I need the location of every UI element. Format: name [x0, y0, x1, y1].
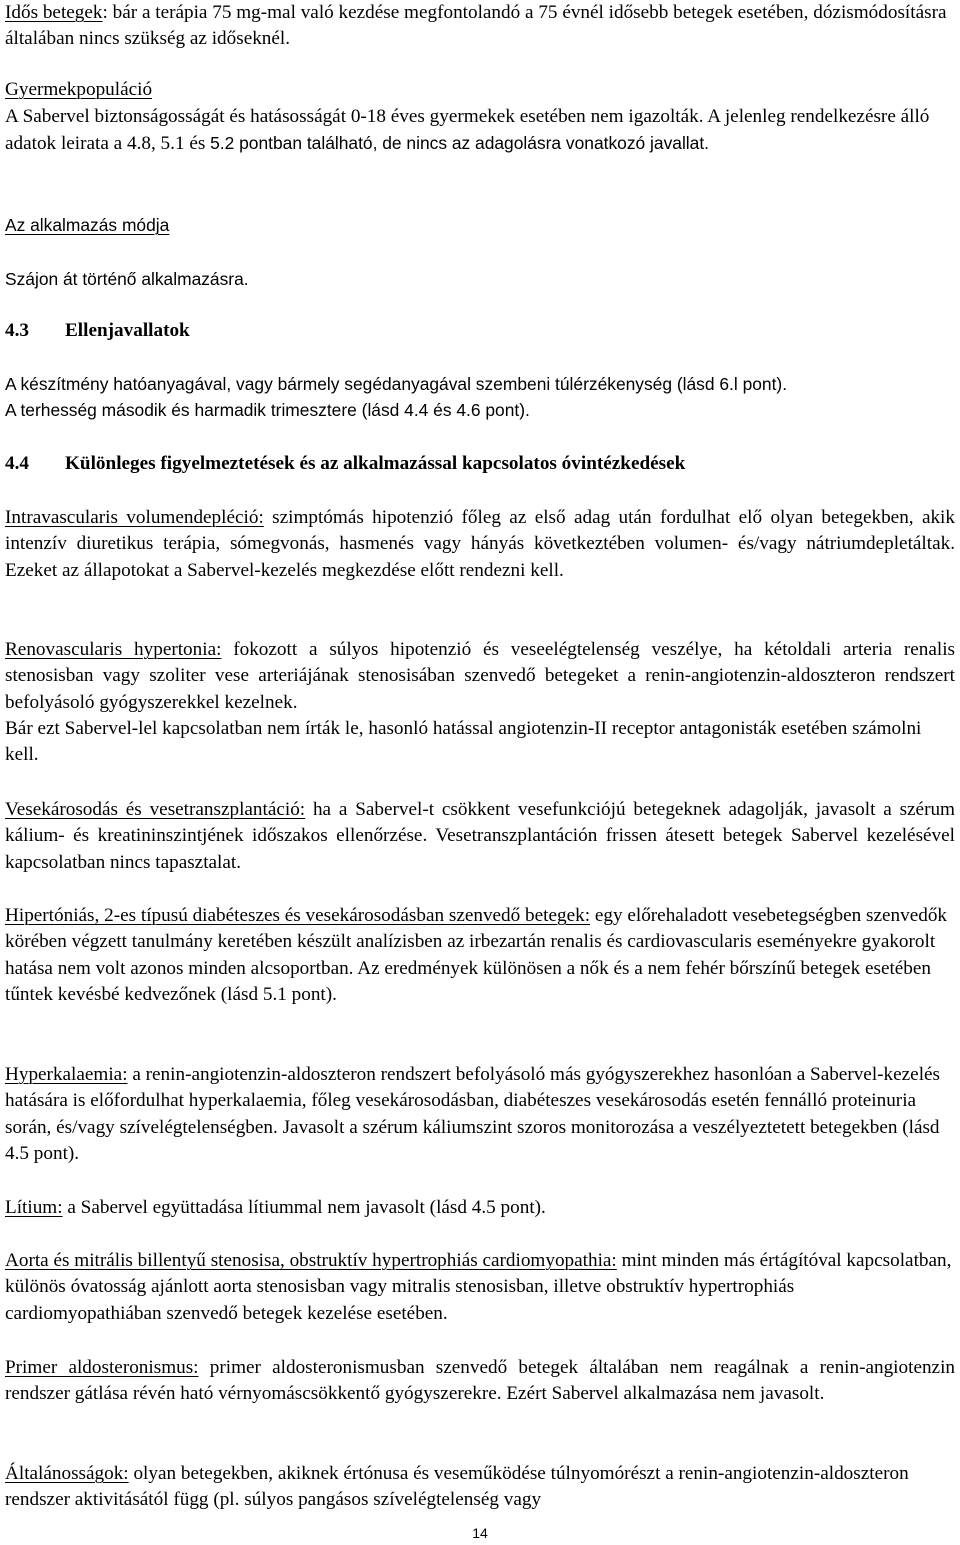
pediatric-text-serif: A Sabervel biztonságosságát és hatásosságát 0-18 éves gyermekek esetében nem igazolták. A jelenleg rendelkezésre álló adatok leirata a 4.8, 5.1 és [5, 106, 930, 155]
warning-label: Lítium: [5, 1197, 63, 1218]
warning-text: ha a Sabervel-t csökkent vesefunkciójú betegeknek adagolják, javasolt a szérum kálium- és kreatininszintjének időszakos ellenőrzése. Vesetranszplantáción frissen átesett betegek Sabervel kezelésével kapcsolatban nincs tapasztalat. [5, 799, 955, 873]
warning-label: Intravascularis volumendepléció: [5, 507, 264, 528]
warning-text: egy előrehaladott vesebetegségben szenvedők körében végzett tanulmány keretében készült analízisben az irbezartán renalis és cardiovascularis eseményekre gyakorolt hatása nem volt azonos minden alcsoportban. Az eredmények különösen a nők és a nem fehér bőrszínű betegek esetében tűntek kevésbé kedvezőnek (lásd 5.1 pont). [5, 905, 948, 1006]
warning-paragraph-lithium [5, 1195, 955, 1221]
warning-label: Renovascularis hypertonia: [5, 639, 222, 660]
warning-label: Vesekárosodás és vesetranszplantáció: [5, 799, 306, 820]
warning-text: primer aldosteronismusban szenvedő betegek általában nem reagálnak a renin-angiotenzin rendszer gátlása révén ható vérnyomáscsökkentő gyógyszerekre. Ezért Sabervel alkalmazása nem javasolt. [5, 1357, 955, 1405]
page-number: 14 [472, 1525, 488, 1541]
warning-text: mint minden más értágítóval kapcsolatban, különös óvatosság ajánlott aorta stenosisban vagy mitralis stenosisban, illetve obstruktív hypertrophiás cardiomyopathiában szenvedő betegek kezelése esetében. [5, 1250, 952, 1324]
warning-text: szimptómás hipotenzió főleg az első adag után fordulhat elő olyan betegekben, akik intenzív diuretikus terápia, sómegvonás, hasmenés vagy hányás következtében volumen- és/vagy nátriumdepletáltak. Ezeket az állapotokat a Sabervel-kezelés megkezdése előtt rendezni kell. [5, 507, 955, 581]
warning-label: Hipertóniás, 2-es típusú diabéteszes és vesekárosodásban szenvedő betegek: [5, 905, 591, 926]
elderly-label: Idős betegek [5, 2, 103, 23]
warning-text: a Sabervel együttadása lítiummal nem javasolt (lásd 4.5 pont). [62, 1197, 546, 1218]
warning-text: fokozott a súlyos hipotenzió és veseelégtelenség veszélye, ha kétoldali arteria renalis stenosisban vagy szoliter vese arteriájának stenosisában szenvedő betegeket a renin-angiotenzin-aldoszteron rendszert befolyásoló gyógyszerekkel kezelnek. [5, 639, 955, 713]
warning-label: Hyperkalaemia: [5, 1064, 128, 1085]
warning-paragraph-diabetic-nephropathy [5, 903, 955, 1009]
section-4-4-number: 4.4 [5, 453, 29, 474]
elderly-paragraph [5, 0, 955, 53]
elderly-text: : bár a terápia 75 mg-mal való kezdése megfontolandó a 75 évnél idősebb betegek esetében, dózismódosításra általában nincs szükség az időseknél. [5, 2, 947, 50]
section-4-3-title: Ellenjavallatok [65, 320, 190, 341]
administration-text: Szájon át történő alkalmazásra. [5, 269, 249, 289]
pediatric-heading [5, 77, 152, 103]
warning-label: Primer aldosteronismus: [5, 1357, 199, 1378]
warning-paragraph-aldosteronism [5, 1355, 955, 1408]
pediatric-heading-text: Gyermekpopuláció [5, 79, 153, 100]
warning-label: Aorta és mitrális billentyű stenosisa, obstruktív hypertrophiás cardiomyopathia: [5, 1250, 617, 1271]
administration-heading-text: Az alkalmazás módja [5, 215, 170, 235]
warning-label: Általánosságok: [5, 1463, 129, 1484]
pediatric-text-sans: 5.2 pontban található, de nincs az adagolásra vonatkozó javallat. [210, 133, 710, 154]
warning-paragraph-volume-depletion [5, 505, 955, 584]
warning-paragraph-renal-impairment [5, 797, 955, 876]
section-4-4-title: Különleges figyelmeztetések és az alkalmazással kapcsolatos óvintézkedések [65, 453, 686, 474]
section-4-3-heading [5, 318, 190, 344]
warning-paragraph-valve-stenosis [5, 1248, 955, 1327]
section-4-3-line-2: A terhesség második és harmadik trimesztere (lásd 4.4 és 4.6 pont). [5, 400, 530, 420]
section-4-3-number: 4.3 [5, 320, 29, 341]
warning-text: olyan betegekben, akiknek értónusa és veseműködése túlnyomórészt a renin-angiotenzin-aldoszteron rendszer aktivitásától függ (pl. súlyos pangásos szívelégtelenség vagy [5, 1463, 909, 1511]
warning-paragraph-general [5, 1461, 935, 1514]
pediatric-paragraph [5, 104, 955, 158]
warning-paragraph-renovascular [5, 637, 955, 716]
administration-heading [5, 212, 169, 238]
warning-text: a renin-angiotenzin-aldoszteron rendszert befolyásoló más gyógyszerekhez hasonlóan a Sabervel-kezelés hatására is előfordulhat hyperkalaemia, főleg vesekárosodásban, diabéteszes vesekárosodás esetén fennálló proteinuria során, és/vagy szívelégtelenségben. Javasolt a szérum káliumszint szoros monitorozása a veszélyeztetett betegekben (lásd 4.5 pont). [5, 1064, 941, 1165]
section-4-4-heading [5, 451, 685, 477]
section-4-3-line-1: A készítmény hatóanyagával, vagy bármely segédanyagával szembeni túlérzékenység (lásd 6.l pont). [5, 374, 788, 394]
warning-paragraph-hyperkalaemia [5, 1062, 955, 1168]
warning-paragraph-renovascular-extra: Bár ezt Sabervel-lel kapcsolatban nem írták le, hasonló hatással angiotenzin-II receptor antagonisták esetében számolni kell. [5, 718, 922, 766]
